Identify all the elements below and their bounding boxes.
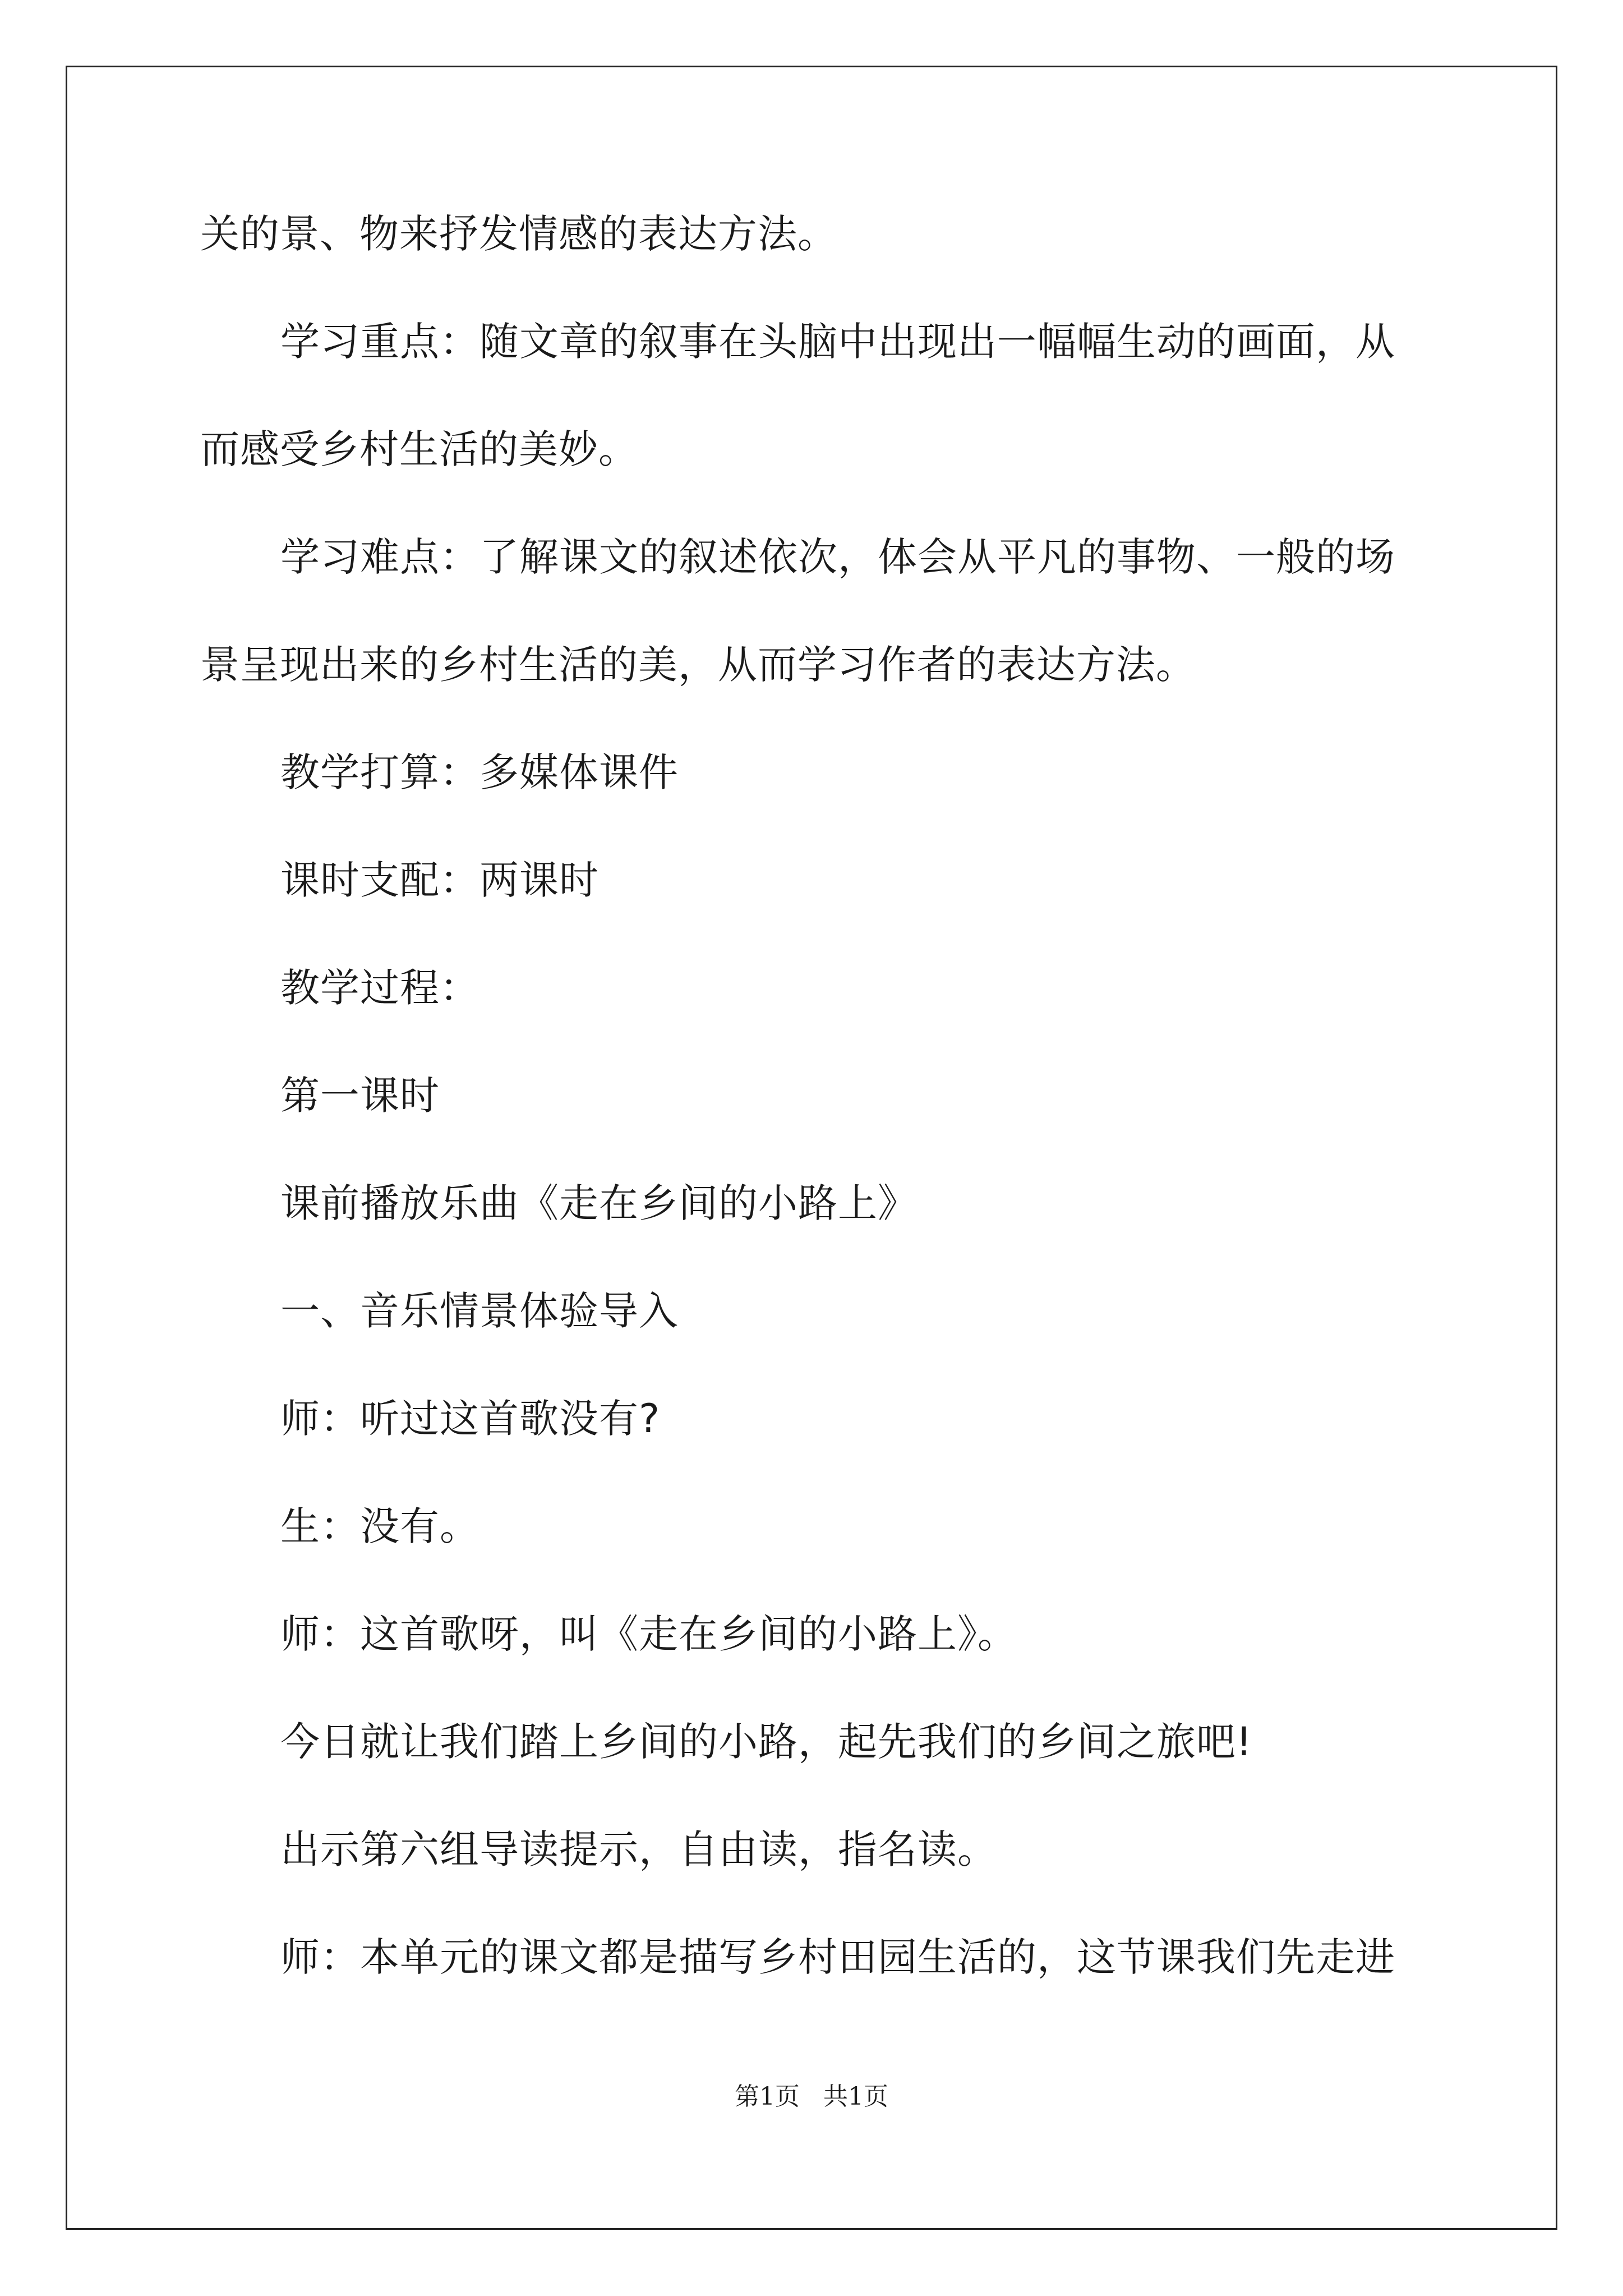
text-line-11: 一、音乐情景体验导入: [280, 1288, 679, 1334]
text-line-10: 课前播放乐曲《走在乡间的小路上》: [280, 1180, 917, 1226]
text-line-4: 学习难点：了解课文的叙述依次，体会从平凡的事物、一般的场: [280, 534, 1395, 580]
text-line-12: 师：听过这首歌没有?: [280, 1396, 661, 1442]
text-line-6: 教学打算：多媒体课件: [280, 749, 679, 795]
text-line-14: 师：这首歌呀，叫《走在乡间的小路上》。: [280, 1611, 1017, 1657]
text-line-3: 而感受乡村生活的美妙。: [200, 426, 638, 472]
text-line-13: 生：没有。: [280, 1503, 479, 1549]
text-line-8: 教学过程：: [280, 965, 479, 1011]
text-line-7: 课时支配：两课时: [280, 857, 599, 903]
text-line-9: 第一课时: [280, 1073, 440, 1119]
text-line-15: 今日就让我们踏上乡间的小路，起先我们的乡间之旅吧!: [280, 1719, 1253, 1765]
text-line-1: 关的景、物来抒发情感的表达方法。: [200, 211, 837, 257]
text-line-16: 出示第六组导读提示，自由读，指名读。: [280, 1826, 997, 1872]
text-line-5: 景呈现出来的乡村生活的美，从而学习作者的表达方法。: [200, 642, 1196, 688]
text-line-17: 师：本单元的课文都是描写乡村田园生活的，这节课我们先走进: [280, 1934, 1395, 1980]
page-footer: 第1页 共1页: [735, 2082, 888, 2111]
text-line-2: 学习重点：随文章的叙事在头脑中出现出一幅幅生动的画面，从: [280, 319, 1395, 365]
page-border: [66, 66, 1557, 2230]
